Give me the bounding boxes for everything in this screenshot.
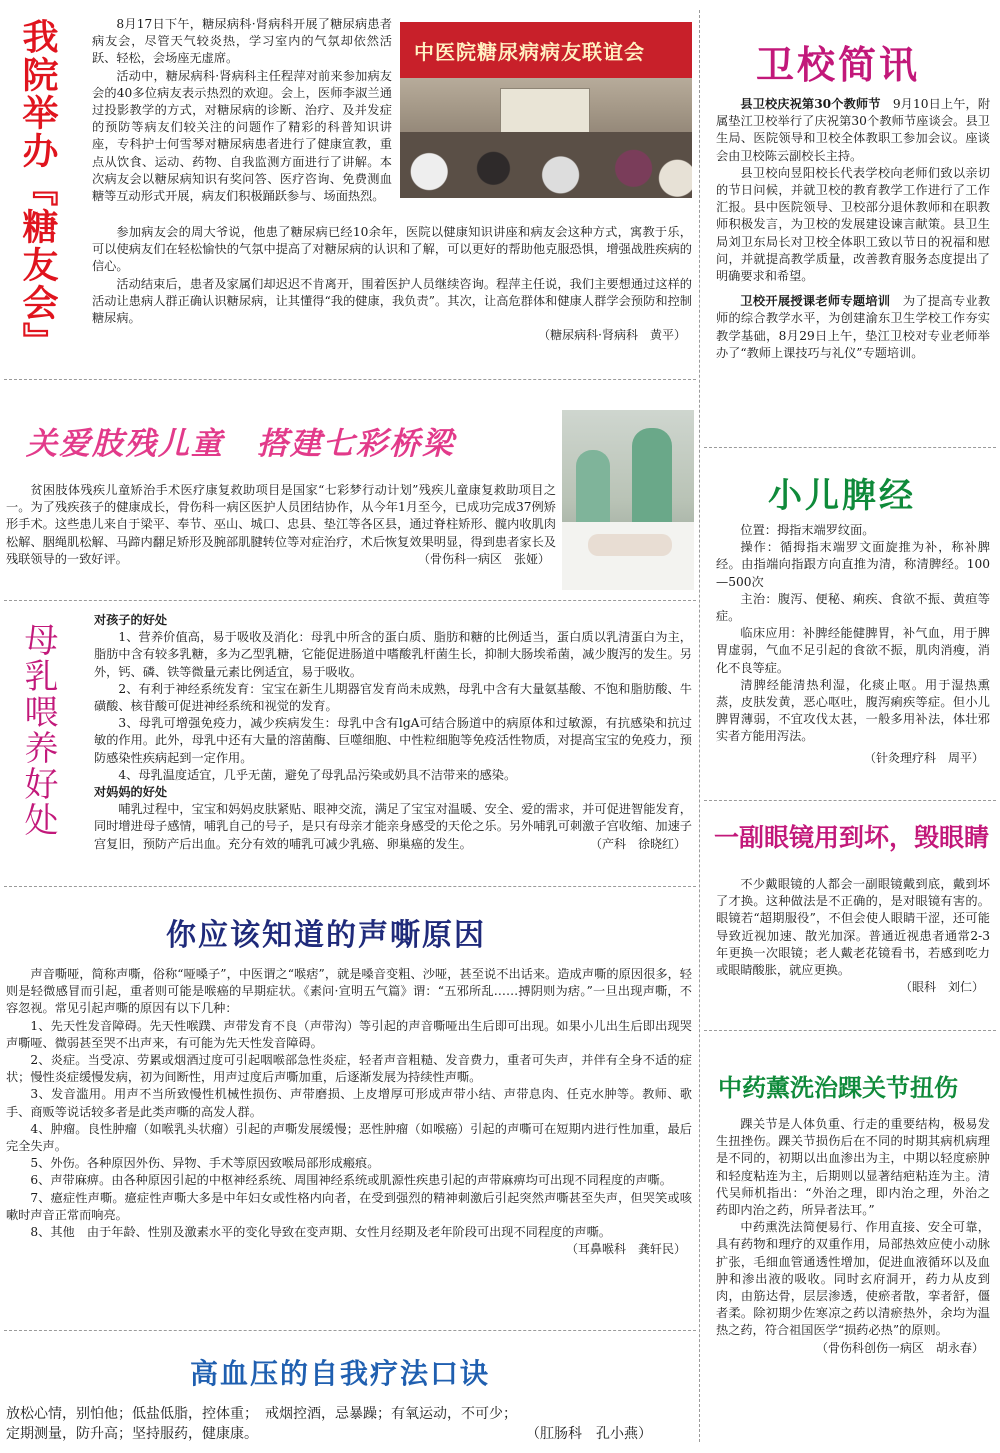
glasses-title: 一副眼镜用到坏，毁眼睛 (714, 823, 990, 852)
section-divider (4, 1330, 696, 1331)
hoarse-signature: （耳鼻喉科 龚轩民） (565, 1242, 686, 1257)
hypertension-line-1: 放松心情，别怕他；低盐低脂，控体重； 戒烟控酒，忌暴躁；有氧运动，不可少； (6, 1406, 517, 1422)
children-body (6, 482, 556, 568)
hoarse-body (6, 966, 692, 1258)
breastfeeding-item-3: 3、母乳可增强免疫力，减少疾病发生：母乳中含有lgA可结合肠道中的病原体和过敏源，有抗感染和抗过敏的作用。此外，母乳中还有大量的溶菌酶、巨噬细胞、中性粒细胞等免疫活性物质，对提高宝宝的免疫力，预防感染性疾病起到一定作用。 (94, 716, 692, 765)
breastfeeding-sub-1: 对孩子的好处 (94, 613, 168, 627)
section-divider (704, 800, 996, 801)
hypertension-line-2-text: 定期测量，防升高；坚持服药，健康康。 (6, 1426, 258, 1442)
hypertension-title: 高血压的自我疗法口诀 (190, 1357, 491, 1390)
hoarse-intro: 声音嘶哑，简称声嘶，俗称“哑嗓子”，中医谓之“喉痞”，就是嗓音变粗、沙哑，甚至说不出话来。造成声嘶的原因很多，轻则是轻微感冒而引起，重者则可能是喉癌的早期症状。《素问·宣明五气篇》谓：“五邪所乱……搏阴则为痞。”一旦出现声嘶，不容忽视。常见引起声嘶的原因有以下几种： (6, 967, 692, 1016)
hoarse-title: 你应该知道的声嘶原因 (166, 918, 486, 953)
breastfeeding-body (94, 612, 692, 853)
audience (400, 132, 692, 198)
herbal-body (716, 1116, 990, 1357)
section-divider (4, 379, 696, 380)
weixiao-item-1 (716, 96, 990, 165)
pijing-body (716, 522, 990, 767)
weixiao-item-1-text: 9月10日上午，附属垫江卫校举行了庆祝第30个教师节座谈会。县卫生局、医院领导和卫校全体教职工参加会议。座谈会由卫校陈云副校长主持。 (716, 97, 991, 163)
hoarse-item-1: 1、先天性发音障碍。先天性喉蹼、声带发育不良（声带沟）等引起的声音嘶哑出生后即可出现。如果小儿出生后即出现哭声嘶哑、微弱甚至哭不出声来，有可能为先天性发音障碍。 (6, 1018, 692, 1050)
weixiao-item-2 (716, 293, 990, 362)
projection-screen (500, 88, 590, 138)
children-text: 贫困肢体残疾儿童矫治手术医疗康复救助项目是国家“七彩梦行动计划”残疾儿童康复救助项目之一。为了残疾孩子的健康成长，骨伤科一病区医护人员团结协作，从今年1月至今，已成功完成37例矫形手术。这些患儿来自于梁平、奉节、巫山、城口、忠县、垫江等各区县，通过脊柱矫形、髋内收肌肉松解、胭绳肌松解、马蹄内翻足矫形及腕部肌腱转位等对症治疗，术后恢复效果明显，得到患者家长及残联领导的一致好评。 (6, 483, 556, 566)
breastfeeding-text-2: 哺乳过程中，宝宝和妈妈皮肤紧贴、眼神交流，满足了宝宝对温暖、安全、爱的需求，并可促进智能发育，同时增进母子感情，哺乳自己的号子，是只有母亲才能亲身感受的天伦之乐。另外哺乳可刺激子宫收缩、加速子宫复旧，预防产后出血。充分有效的哺乳可减少乳癌、卵巢癌的发生。 (94, 802, 692, 851)
pijing-p2: 操作：循拇指末端罗文面旋推为补，称补脾经。由指端向指跟方向直推为清，称清脾经。100—500次 (716, 540, 990, 589)
breastfeeding-title: 母乳喂养好处 (18, 622, 58, 838)
breastfeeding-signature: （产科 徐晓红） (589, 836, 686, 851)
column-divider (699, 10, 700, 1442)
hoarse-item-7: 7、癔症性声嘶。癔症性声嘶大多是中年妇女或性格内向者，在受到强烈的精神刺激后引起突然声嘶甚至失声，但哭笑或咳嗽时声音正常而响亮。 (6, 1190, 692, 1222)
weixiao-item-2-head: 卫校开展授课老师专题培训 (740, 294, 891, 309)
diabetes-photo (400, 22, 692, 198)
glasses-signature: （眼科 刘仁） (899, 980, 984, 995)
hoarse-item-6: 6、声带麻痹。由各种原因引起的中枢神经系统、周围神经系统或肌源性疾患引起的声带麻痹均可出现不同程度的声嘶。 (30, 1173, 672, 1188)
glasses-text: 不少戴眼镜的人都会一副眼镜戴到底，戴到坏了才换。这种做法是不正确的，是对眼镜有害的。眼镜若“超期服役”，不但会使人眼睛干涩，还可能导致近视加速、散光加深。普通近视患者通常2-3年更换一次眼镜；老人戴老花镜看书，若感到吃力或眼睛酸胀，就应更换。 (716, 877, 990, 978)
section-divider (704, 1030, 996, 1031)
children-photo (562, 410, 694, 590)
bed (562, 522, 694, 590)
breastfeeding-item-2: 2、有利于神经系统发育：宝宝在新生儿期器官发育尚未成熟，母乳中含有大量氨基酸、不饱和脂肪酸、牛磺酸、核苷酸可促进神经系统和视觉的发育。 (94, 681, 692, 714)
hoarse-item-5: 5、外伤。各种原因外伤、异物、手术等原因致喉局部形成瘢痕。 (30, 1156, 380, 1171)
section-divider (4, 600, 696, 601)
hypertension-signature: （肛肠科 孔小燕） (526, 1426, 652, 1442)
diabetes-para-2: 活动中，糖尿病科·肾病科主任程萍对前来参加病友会的40多位病友表示热烈的欢迎。会上，医师李淑兰通过投影教学的方式，对糖尿病的诊断、治疗、及并发症的预防等病友们较关注的问题作了精彩的科普知识讲座，专科护士何雪琴对糖尿病患者进行了健康宣教，重点从饮食、运动、药物、自我监测方面进行了讲解。本次病友会以糖尿病知识有奖问答、医疗咨询、免费测血糖等互动形式开展，病友们积极踊跃参与、场面热烈。 (92, 68, 392, 204)
weixiao-title: 卫校简讯 (756, 43, 921, 87)
pijing-p5: 清脾经能清热利湿，化痰止呕。用于湿热熏蒸，皮肤发黄，恶心呕吐，腹泻痢疾等症。但小儿脾胃薄弱，不宜攻伐太甚，一般多用补法，体壮邪实者方能用泻法。 (716, 677, 990, 744)
patient (588, 534, 672, 556)
hypertension-line-2 (6, 1424, 692, 1444)
children-title: 关爱肢残儿童 搭建七彩桥梁 (26, 426, 455, 462)
weixiao-item-1-head: 县卫校庆祝第30个教师节 (740, 97, 881, 111)
pijing-title: 小儿脾经 (768, 476, 916, 516)
pijing-signature: （针灸理疗科 周平） (863, 750, 984, 765)
diabetes-body-b (92, 224, 692, 344)
weixiao-item-2-text: 为了提高专业教师的综合教学水平，为创建渝东卫生学校工作夯实教学基础，8月29日上午，垫江卫校对专业老师举办了“教师上课技巧与礼仪”专题培训。 (716, 294, 991, 360)
diabetes-body-a (92, 16, 392, 205)
glasses-body (716, 876, 990, 996)
pijing-p3: 主治：腹泻、便秘、痢疾、食欲不振、黄疸等症。 (716, 591, 990, 624)
weixiao-body (716, 96, 990, 362)
weixiao-item-1-p2: 县卫校向昱阳校长代表学校向老师们致以亲切的节日问候，并就卫校的教育教学工作进行了工作汇报。县中医院领导、卫校部分退休教师和在职教师积极发言，为卫校的发展建设谏言献策。县卫生局刘卫东局长对卫校全体职工致以节日的祝福和慰问，并就提高教学质量，改善教育服务态度提出了明确要求和希望。 (716, 165, 990, 284)
children-signature: （骨伤科一病区 张娅） (417, 552, 550, 567)
herbal-p1: 踝关节是人体负重、行走的重要结构，极易发生扭挫伤。踝关节损伤后在不同的时期其病机病理是不同的，初期以出血渗出为主，中期以轻度瘀肿和轻度粘连为主，后期则以显著结疤粘连为主。清代吴师机指出：“外治之理，即内治之理，外治之药即内治之药，所异者法耳。” (716, 1117, 990, 1218)
diabetes-title: 我院举办『糖友会』 (17, 18, 58, 360)
diabetes-para-1: 8月17日下午，糖尿病科·肾病科开展了糖尿病患者病友会，尽管天气较炎热，学习室内的气氛却依然活跃、轻松，会场座无虚席。 (92, 17, 392, 66)
breastfeeding-item-4: 4、母乳温度适宜，几乎无菌，避免了母乳品污染或奶具不洁带来的感染。 (118, 767, 517, 782)
herbal-p2: 中药熏洗法简便易行、作用直接、安全可靠，具有药物和理疗的双重作用，局部热效应使小动脉扩张，毛细血管通透性增加，促进血液循环以及血肿和渗出液的吸收。同时玄府洞开，药力从皮到肉，由筋达骨，层层渗透，使瘀者散，挛者舒，僵者柔。除初期少佐寒凉之药以清瘀热外，余均为温热之药，符合祖国医学“损药必热”的原则。 (716, 1220, 990, 1338)
section-divider (4, 886, 696, 887)
breastfeeding-sub-2: 对妈妈的好处 (94, 785, 168, 800)
diabetes-signature: （糖尿病科·肾病科 黄平） (538, 328, 686, 343)
section-divider (704, 447, 996, 448)
pijing-p1: 位置：拇指末端罗纹面。 (740, 523, 875, 537)
pijing-p4: 临床应用：补脾经能健脾胃，补气血，用于脾胃虚弱，气血不足引起的食欲不振，肌肉消瘦，消化不良等症。 (716, 626, 990, 675)
hoarse-item-8: 8、其他 由于年龄、性别及激素水平的变化导致在变声期、女性月经期及老年阶段可出现不同程度的声嘶。 (30, 1225, 611, 1240)
diabetes-para-4: 活动结束后，患者及家属们却迟迟不肯离开，围着医护人员继续咨询。程萍主任说，我们主要想通过这样的活动让患病人群正确认识糖尿病，让其懂得“我的健康，我负责”。其次，让高危群体和健康人群学会预防和控制糖尿病。 (92, 276, 692, 326)
diabetes-para-3: 参加病友会的周大爷说，他患了糖尿病已经10余年，医院以健康知识讲座和病友会这种方式，寓教于乐，可以使病友们在轻松愉快的气氛中提高了对糖尿病的认识和了解，可以更好的帮助他克服恐惧，增强战胜疾病的信心。 (92, 225, 692, 274)
breastfeeding-item-1: 1、营养价值高，易于吸收及消化：母乳中所含的蛋白质、脂肪和糖的比例适当，蛋白质以乳清蛋白为主，脂肪中含有较多乳糖，多为乙型乳糖，它能促进肠道中嗜酸乳杆菌生长，抑制大肠埃希菌，减少腹泻的发生。另外，钙、磷、铁等微量元素比例适宜，易于吸收。 (94, 630, 692, 679)
hoarse-item-2: 2、炎症。当受凉、劳累或烟酒过度可引起咽喉部急性炎症，轻者声音粗糙、发音费力，重者可失声，并伴有全身不适的症状；慢性炎症缓慢发病，初为间断性，用声过度后声嘶加重，后逐渐发展为持续性声嘶。 (6, 1053, 692, 1085)
banner-text: 中医院糖尿病病友联谊会 (414, 40, 645, 64)
herbal-signature: （骨伤科创伤一病区 胡永春） (815, 1340, 984, 1355)
hypertension-body (6, 1404, 692, 1444)
hoarse-item-4: 4、肿瘤。良性肿瘤（如喉乳头状瘤）引起的声嘶发展缓慢；恶性肿瘤（如喉癌）引起的声嘶可在短期内进行性加重，最后完全失声。 (6, 1121, 692, 1154)
hoarse-item-3: 3、发音滥用。用声不当所致慢性机械性损伤、声带磨损、上皮增厚可形成声带小结、声带息肉、任克水肿等。教师、歌手、商贩等说话较多者是此类声嘶的高发人群。 (6, 1087, 692, 1119)
herbal-title: 中药薰洗治踝关节扭伤 (718, 1074, 958, 1102)
